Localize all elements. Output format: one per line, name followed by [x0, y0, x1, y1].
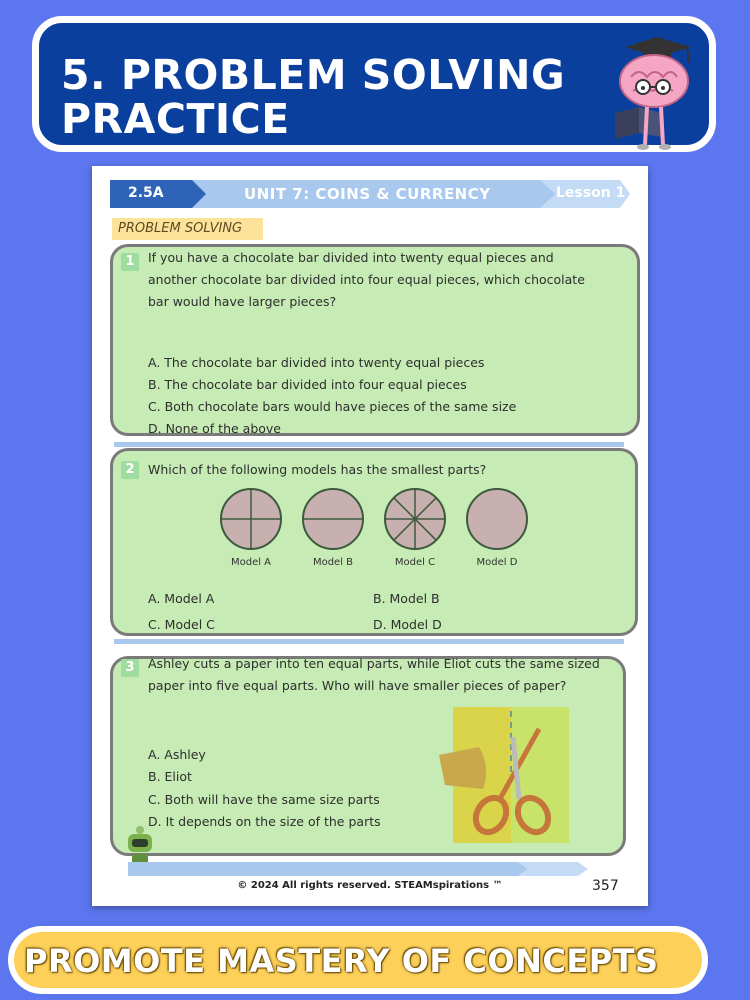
question-line: If you have a chocolate bar divided into twenty equal pieces and [148, 250, 554, 265]
answer-option-b[interactable]: B. Model B [373, 591, 440, 606]
title-banner [32, 16, 716, 152]
model-c-circle[interactable] [385, 489, 445, 549]
bottom-banner-text: PROMOTE MASTERY OF CONCEPTS [24, 942, 659, 980]
answer-option-a[interactable]: A. Ashley [148, 747, 206, 762]
question-number: 2 [121, 461, 139, 479]
page-title [61, 53, 581, 141]
answer-option-c[interactable]: C. Both will have the same size parts [148, 792, 380, 807]
question-2-box [110, 448, 638, 636]
copyright-footer: © 2024 All rights reserved. STEAMspirations ™ [237, 880, 503, 891]
divider [114, 639, 624, 644]
section-tag: PROBLEM SOLVING [112, 218, 263, 240]
scissors-paper-illustration [439, 707, 579, 847]
lesson-label: Lesson 1 [556, 185, 626, 201]
lesson-header [110, 180, 630, 208]
fraction-models [219, 487, 539, 557]
question-line: another chocolate bar divided into four equal pieces, which chocolate [148, 272, 585, 287]
question-1-box [110, 244, 640, 436]
answer-option-d[interactable]: D. It depends on the size of the parts [148, 814, 381, 829]
model-b-circle[interactable] [303, 489, 363, 549]
model-a-circle[interactable] [221, 489, 281, 549]
question-line: bar would have larger pieces? [148, 294, 337, 309]
question-3-text [148, 653, 600, 697]
question-2-text: Which of the following models has the smallest parts? [148, 462, 487, 477]
answer-option-a[interactable]: A. The chocolate bar divided into twenty equal pieces [148, 355, 485, 370]
bottom-banner [8, 926, 708, 994]
answer-option-d[interactable]: D. None of the above [148, 421, 281, 436]
question-number: 1 [121, 253, 139, 271]
model-label: Model C [394, 557, 436, 568]
model-d-circle[interactable] [467, 489, 527, 549]
brain-mascot-icon [599, 33, 709, 151]
divider [114, 442, 624, 447]
model-label: Model B [312, 557, 354, 568]
answer-option-a[interactable]: A. Model A [148, 591, 215, 606]
bottom-progress-bar [128, 862, 588, 876]
answer-option-c[interactable]: C. Model C [148, 617, 215, 632]
question-number: 3 [121, 659, 139, 677]
worksheet-page [92, 166, 648, 906]
title-line-2: PRACTICE [61, 95, 290, 143]
grade-label: 2.5A [128, 185, 164, 201]
answer-option-b[interactable]: B. The chocolate bar divided into four equal pieces [148, 377, 467, 392]
unit-title: UNIT 7: COINS & CURRENCY [244, 185, 491, 203]
answer-option-b[interactable]: B. Eliot [148, 769, 192, 784]
question-line: Ashley cuts a paper into ten equal parts, while Eliot cuts the same sized [148, 656, 600, 671]
question-1-text [148, 247, 585, 313]
model-label: Model D [476, 557, 518, 568]
title-line-1: 5. PROBLEM SOLVING [61, 51, 566, 99]
question-3-box [110, 656, 626, 856]
model-label: Model A [230, 557, 272, 568]
question-line: paper into five equal parts. Who will have smaller pieces of paper? [148, 678, 567, 693]
answer-option-c[interactable]: C. Both chocolate bars would have pieces of the same size [148, 399, 517, 414]
answer-option-d[interactable]: D. Model D [373, 617, 442, 632]
page-number: 357 [592, 878, 619, 894]
